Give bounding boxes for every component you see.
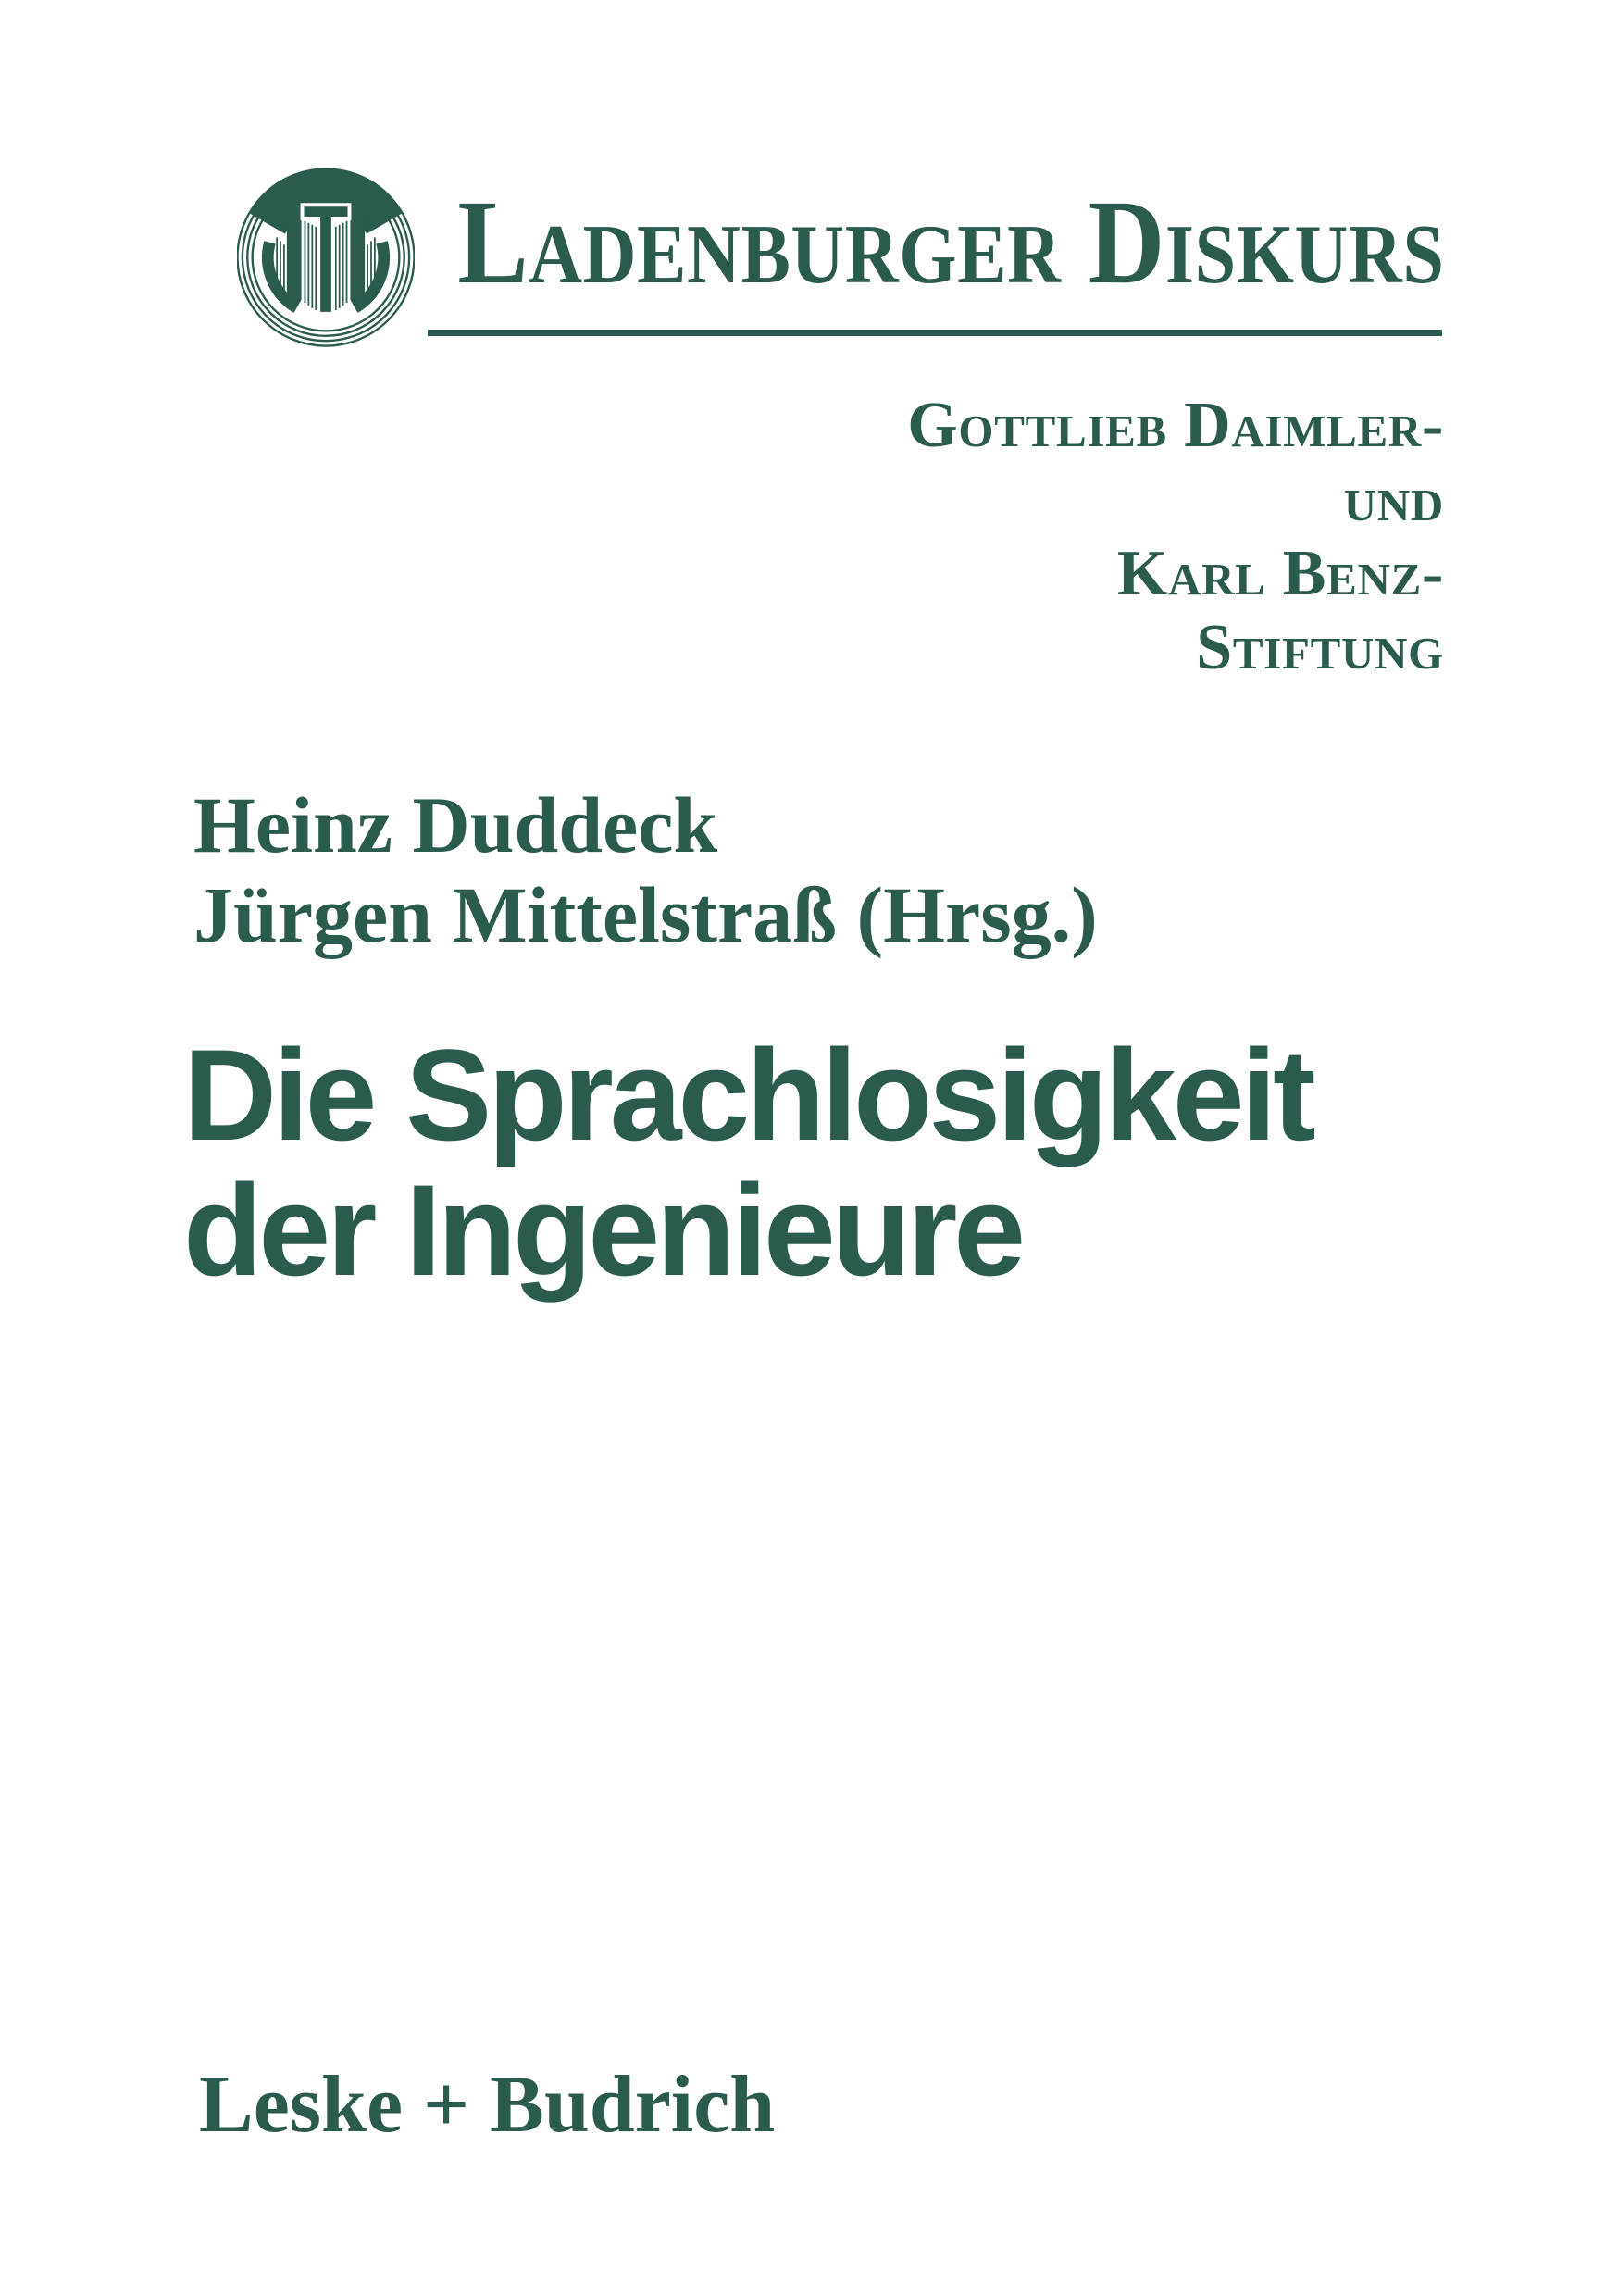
- title-line-2: der Ingenieure: [183, 1157, 1022, 1303]
- foundation-line-2: und: [1343, 464, 1444, 535]
- author-line-1: Heinz Duddeck: [193, 780, 718, 869]
- foundation-line-3: Karl Benz-: [1116, 538, 1444, 609]
- daimler-benz-stiftung-logo-icon: [237, 165, 415, 356]
- author-line-2: Jürgen Mittelstraß (Hrsg.): [193, 870, 1098, 959]
- authors-block: [193, 780, 1098, 960]
- title-line-1: Die Sprachlosigkeit: [183, 1022, 1313, 1167]
- foundation-line-4: Stiftung: [1196, 612, 1444, 683]
- book-title: [183, 1022, 1313, 1303]
- foundation-line-1: Gottlieb Daimler-: [907, 390, 1444, 461]
- publisher-name: Leske + Budrich: [199, 2060, 776, 2150]
- series-title: Ladenburger Diskurs: [456, 176, 1444, 309]
- series-divider: [428, 330, 1442, 336]
- foundation-name: [907, 389, 1444, 685]
